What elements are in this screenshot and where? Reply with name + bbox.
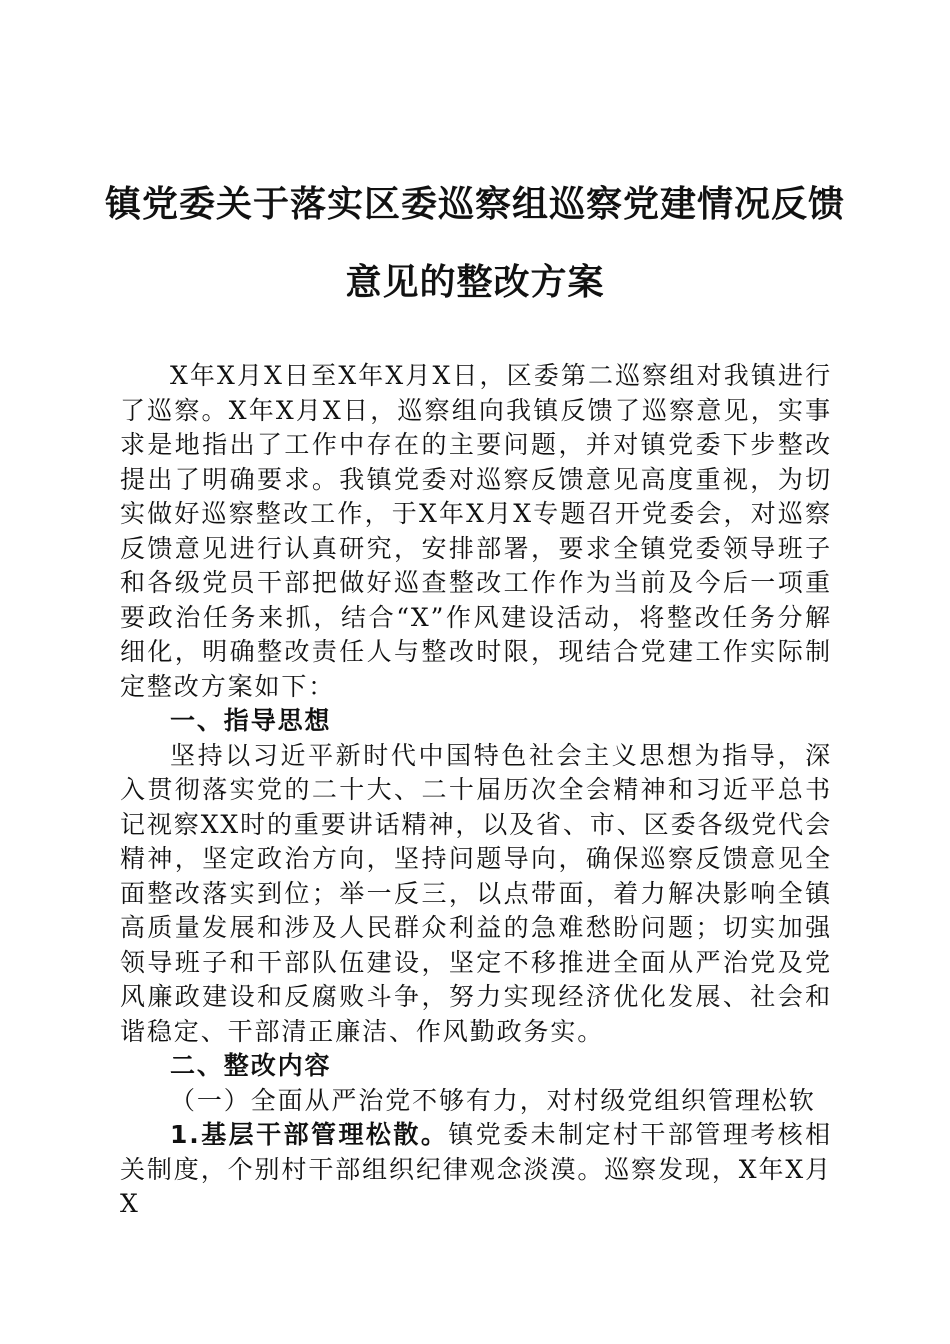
title-line-1: 镇党委关于落实区委巡察组巡察党建情况反馈 [104,183,845,225]
section-heading-rectification-content: 二、整改内容 [170,1051,332,1080]
document-body [120,359,832,1222]
item-1-lead: 1.基层干部管理松散。 [170,1120,449,1149]
intro-paragraph: X年X月X日至X年X月X日，区委第二巡察组对我镇进行了巡察。X年X月X日，巡察组向我镇反馈了巡察意见，实事求是地指出了工作中存在的主要问题，并对镇党委下步整改提出了明确要求。我镇党委对巡察反馈意见高度重视，为切实做好巡察整改工作，于X年X月X专题召开党委会，对巡察反馈意见进行认真研究，安排部署，要求全镇党委领导班子和各级党员干部把做好巡查整改工作作为当前及今后一项重要政治任务来抓，结合“X”作风建设活动，将整改任务分解细化，明确整改责任人与整改时限，现结合党建工作实际制定整改方案如下： [120,361,832,701]
document-title [95,165,855,321]
subsection-heading-1: （一）全面从严治党不够有力，对村级党组织管理松软 [170,1085,816,1115]
guiding-ideology-paragraph: 坚持以习近平新时代中国特色社会主义思想为指导，深入贯彻落实党的二十大、二十届历次全会精神和习近平总书记视察XX时的重要讲话精神，以及省、市、区委各级党代会精神，坚定政治方向，坚持问题导向，确保巡察反馈意见全面整改落实到位；举一反三，以点带面，着力解决影响全镇高质量发展和涉及人民群众利益的急难愁盼问题；切实加强领导班子和干部队伍建设，坚定不移推进全面从严治党及党风廉政建设和反腐败斗争，努力实现经济优化发展、社会和谐稳定、干部清正廉洁、作风勤政务实。 [120,740,832,1046]
section-heading-guiding-ideology: 一、指导思想 [170,706,332,735]
title-line-2: 意见的整改方案 [345,261,605,303]
item-1-text: 镇党委未制定村干部管理考核相关制度，个别村干部组织纪律观念淡漠。巡察发现，X年X月X [120,1120,833,1218]
item-1-paragraph [120,1118,832,1222]
